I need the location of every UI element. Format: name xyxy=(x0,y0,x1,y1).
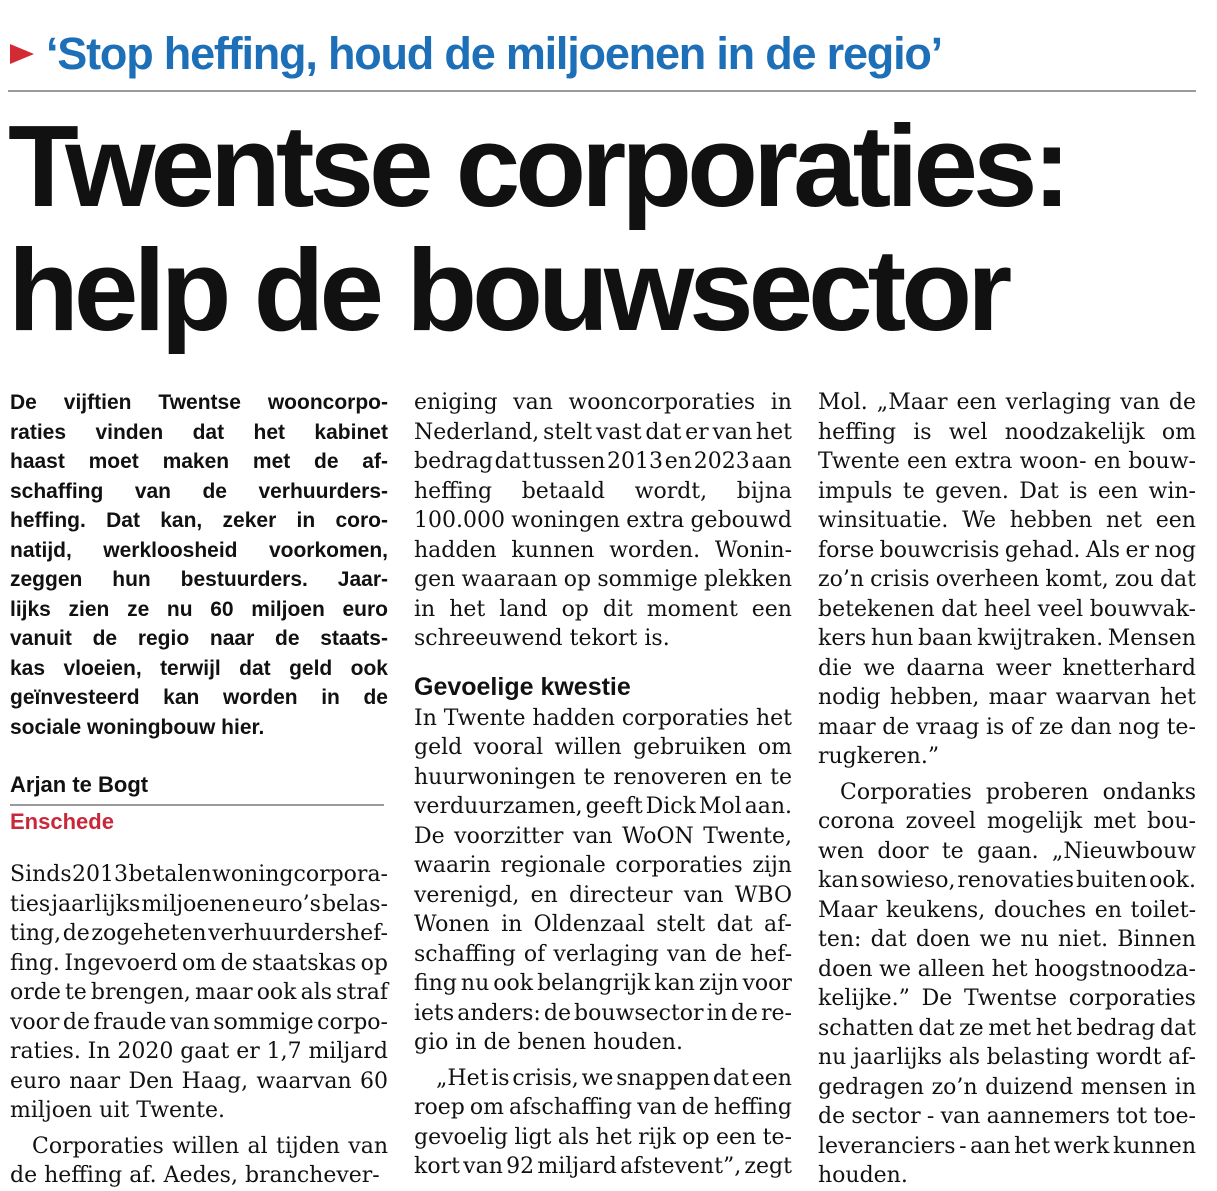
lead-paragraph xyxy=(10,388,388,742)
text-line: In Twente hadden corporaties het xyxy=(414,705,792,731)
text-line: betekenen dat heel veel bouwvak- xyxy=(818,596,1196,622)
column-1 xyxy=(10,388,388,1191)
text-line: haast moet maken met de af- xyxy=(10,450,388,473)
kicker-divider xyxy=(8,90,1196,92)
text-line: sociale woningbouw hier. xyxy=(10,715,265,739)
kicker-arrow-icon xyxy=(10,44,34,64)
dateline: Enschede xyxy=(10,809,114,834)
subheading: Gevoelige kwestie xyxy=(414,672,631,701)
text-line: houden. xyxy=(818,1163,908,1188)
body-paragraph xyxy=(414,704,792,1058)
text-line: lijks zien ze nu 60 miljoen euro xyxy=(10,597,388,621)
text-line: doen we alleen het hoogstnoodza- xyxy=(818,956,1196,982)
text-line: iets anders: de bouwsector in de re- xyxy=(414,1000,792,1026)
headline-line: help de bouwsector xyxy=(8,225,1008,355)
text-line: ties jaarlijks miljoenen euro’s belas- xyxy=(10,891,388,917)
text-line: fing nu ook belangrijk kan zijn voor xyxy=(414,971,792,996)
text-line: kas vloeien, terwijl dat geld ook xyxy=(10,656,388,680)
headline xyxy=(8,101,1208,355)
text-line: De voorzitter van WoON Twente, xyxy=(414,823,792,849)
text-line: raties vinden dat het kabinet xyxy=(10,420,388,444)
text-line: miljoen uit Twente. xyxy=(10,1098,225,1123)
text-line: verduurzamen, geeft Dick Mol aan. xyxy=(414,794,792,819)
text-line: gedragen zo’n duizend mensen in xyxy=(818,1074,1196,1100)
text-line: natijd, werkloosheid voorkomen, xyxy=(10,538,388,562)
text-line: Twente een extra woon- en bouw- xyxy=(818,449,1196,474)
text-line: schreeuwend tekort is. xyxy=(414,626,670,651)
text-line: forse bouwcrisis gehad. Als er nog xyxy=(818,537,1196,563)
text-line: Corporaties proberen ondanks xyxy=(840,779,1196,805)
text-line: winsituatie. We hebben net een xyxy=(818,508,1196,533)
text-line: huurwoningen te renoveren en te xyxy=(414,764,792,790)
kicker: ‘Stop heffing, houd de miljoenen in de regio’ xyxy=(46,28,942,79)
text-line: vanuit de regio naar de staats- xyxy=(10,627,388,650)
text-line: ten: dat doen we nu niet. Binnen xyxy=(818,927,1196,952)
text-line: geld vooral willen gebruiken om xyxy=(414,735,792,760)
text-line: heffing betaald wordt, bijna xyxy=(414,478,792,504)
text-line: heffing. Dat kan, zeker in coro- xyxy=(10,509,388,532)
text-line: zo’n crisis overheen komt, zou dat xyxy=(818,567,1196,592)
text-line: „Het is crisis, we snappen dat een xyxy=(436,1065,792,1091)
text-line: schaffing van de verhuurders- xyxy=(10,479,388,503)
text-line: roep om afschaffing van de heffing xyxy=(414,1095,792,1120)
text-line: schaffing of verlaging van de hef- xyxy=(414,941,792,967)
text-line: die we daarna weer knetterhard xyxy=(818,655,1196,681)
text-line: bedrag dat tussen 2013 en 2023 aan xyxy=(414,449,792,474)
text-line: verenigd, en directeur van WBO xyxy=(414,882,792,908)
body-paragraph xyxy=(10,1132,388,1191)
text-line: impuls te geven. Dat is een win- xyxy=(818,478,1196,504)
text-line: eniging van wooncorporaties in xyxy=(414,390,792,415)
text-line: de sector - van aannemers tot toe- xyxy=(818,1104,1196,1129)
kicker-row xyxy=(8,22,1198,86)
text-line: Wonen in Oldenzaal stelt dat af- xyxy=(414,912,792,937)
text-line: Corporaties willen al tijden van xyxy=(32,1133,388,1159)
byline: Arjan te Bogt xyxy=(10,772,149,797)
text-line: voor de fraude van sommige corpo- xyxy=(10,1009,388,1035)
body-paragraph xyxy=(818,778,1196,1191)
text-line: rugkeren.” xyxy=(818,744,940,769)
text-line: euro naar Den Haag, waarvan 60 xyxy=(10,1068,388,1094)
body-paragraph xyxy=(10,860,388,1126)
text-line: waarin regionale corporaties zijn xyxy=(414,853,792,878)
text-line: ting, de zogeheten verhuurdershef- xyxy=(10,921,388,946)
text-line: De vijftien Twentse wooncorpo- xyxy=(10,391,388,414)
text-line: leveranciers - aan het werk kunnen xyxy=(818,1133,1196,1159)
body-paragraph xyxy=(414,1064,792,1182)
text-line: corona zoveel mogelijk met bou- xyxy=(818,809,1196,834)
text-line: Maar keukens, douches en toilet- xyxy=(818,897,1196,923)
headline-line: Twentse corporaties: xyxy=(8,101,1067,231)
text-line: gen waaraan op sommige plekken xyxy=(414,567,792,592)
text-line: Mol. „Maar een verlaging van de xyxy=(818,390,1196,415)
text-line: schatten dat ze met het bedrag dat xyxy=(818,1015,1196,1041)
text-line: kelijke.” De Twentse corporaties xyxy=(818,986,1196,1011)
text-line: fing. Ingevoerd om de staatskas op xyxy=(10,950,388,976)
text-line: 100.000 woningen extra gebouwd xyxy=(414,508,792,533)
text-line: gio in de benen houden. xyxy=(414,1030,683,1055)
body-paragraph xyxy=(414,388,792,654)
text-line: zeggen hun bestuurders. Jaar- xyxy=(10,568,388,591)
text-line: kan sowieso, renovaties buiten ook. xyxy=(818,868,1196,893)
text-line: gevoelig ligt als het rijk op een te- xyxy=(414,1124,792,1150)
text-line: Nederland, stelt vast dat er van het xyxy=(414,419,792,445)
column-2 xyxy=(414,388,792,1182)
text-line: maar de vraag is of ze dan nog te- xyxy=(818,714,1196,740)
text-line: wen door te gaan. „Nieuwbouw xyxy=(818,838,1196,864)
text-line: nodig hebben, maar waarvan het xyxy=(818,685,1196,710)
text-line: nu jaarlijks als belasting wordt af- xyxy=(818,1045,1196,1070)
text-line: kers hun baan kwijtraken. Mensen xyxy=(818,626,1196,651)
text-line: Sinds 2013 betalen woningcorpora- xyxy=(10,862,388,887)
text-line: hadden kunnen worden. Wonin- xyxy=(414,537,792,563)
text-line: de heffing af. Aedes, branchever- xyxy=(10,1163,380,1188)
text-line: in het land op dit moment een xyxy=(414,596,792,622)
text-line: heffing is wel noodzakelijk om xyxy=(818,419,1196,445)
spacer xyxy=(10,838,388,860)
text-line: kort van 92 miljard afstevent”, zegt xyxy=(414,1154,792,1179)
body-paragraph xyxy=(818,388,1196,772)
text-line: geïnvesteerd kan worden in de xyxy=(10,686,388,709)
text-line: raties. In 2020 gaat er 1,7 miljard xyxy=(10,1039,388,1064)
text-line: orde te brengen, maar ook als straf xyxy=(10,980,388,1005)
column-3 xyxy=(818,388,1196,1191)
